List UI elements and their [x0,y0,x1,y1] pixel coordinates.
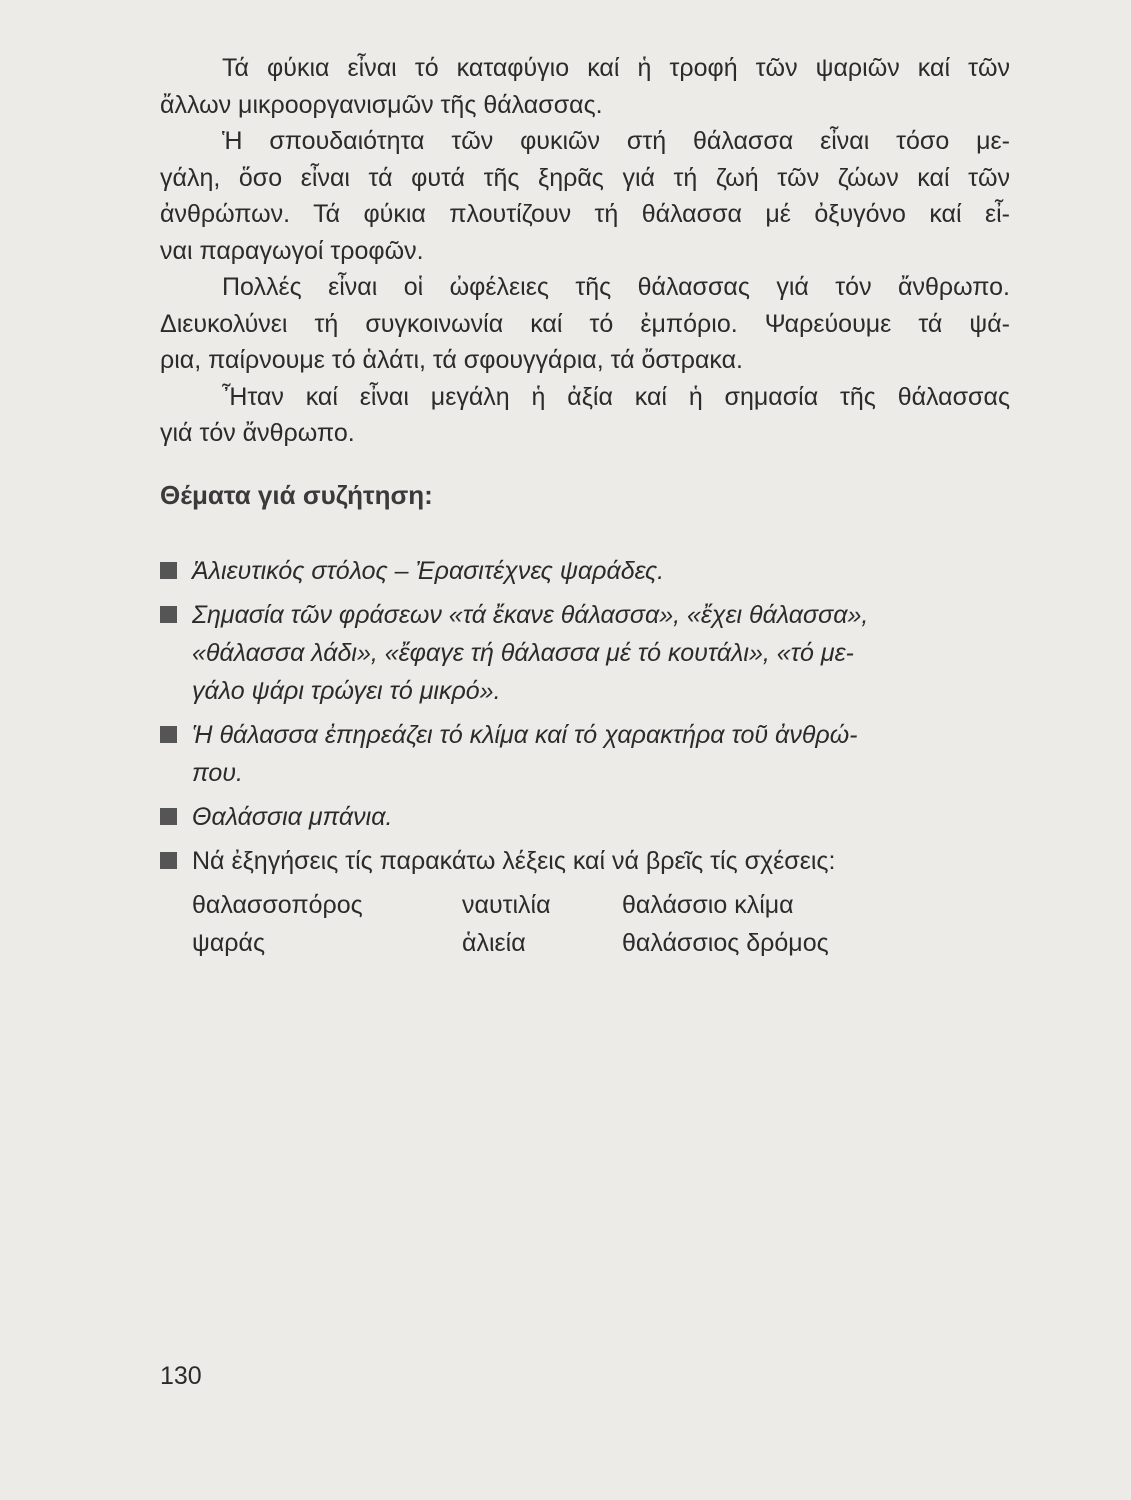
topic-item [160,552,1010,590]
word-item: θαλασσοπόρος [192,891,363,919]
text-line: Ἡ σπουδαιότητα τῶν φυκιῶν στή θάλασσα εἶναι τόσο με- [222,127,1010,155]
paragraph-sea-benefits [160,269,1010,379]
paragraph-seaweed-shelter [160,50,1010,123]
word-item: ναυτιλία [462,891,551,919]
topic-item [160,716,1010,792]
text-line: Τά φύκια εἶναι τό καταφύγιο καί ἡ τροφή τῶν ψαριῶν καί τῶν [222,54,1010,82]
topic-line: Ἁλιευτικός στόλος – Ἐρασιτέχνες ψαράδες. [192,557,665,585]
word-list [160,886,1010,962]
topic-line: Νά ἐξηγήσεις τίς παρακάτω λέξεις καί νά βρεῖς τίς σχέσεις: [192,847,836,875]
text-line: ἀνθρώπων. Τά φύκια πλουτίζουν τή θάλασσα μέ ὀξυγόνο καί εἶ- [160,200,1010,228]
word-item: ἁλιεία [462,929,526,957]
topic-line: Θαλάσσια μπάνια. [192,803,393,831]
text-line: Πολλές εἶναι οἱ ὠφέλειες τῆς θάλασσας γιά τόν ἄνθρωπο. [222,273,1010,301]
text-line: Ἦταν καί εἶναι μεγάλη ἡ ἀξία καί ἡ σημασία τῆς θάλασσας [222,382,1010,411]
square-bullet-icon [160,808,177,825]
text-line: γάλη, ὅσο εἶναι τά φυτά τῆς ξηρᾶς γιά τή ζωή τῶν ζώων καί τῶν [160,163,1010,192]
page-number: 130 [160,1362,202,1390]
topic-line: Σημασία τῶν φράσεων «τά ἔκανε θάλασσα», «ἔχει θάλασσα», [192,601,869,629]
word-item: ψαράς [192,929,265,957]
word-item: θαλάσσιο κλίμα [622,891,794,919]
topic-line: που. [192,759,243,787]
paragraph-sea-value [160,379,1010,452]
topic-line: «θάλασσα λάδι», «ἔφαγε τή θάλασσα μέ τό κουτάλι», «τό με- [192,639,854,667]
discussion-heading: Θέματα γιά συζήτηση: [160,480,433,510]
text-line: ναι παραγωγοί τροφῶν. [160,236,424,265]
text-line: ἄλλων μικροοργανισμῶν τῆς θάλασσας. [160,90,603,119]
topic-line: γάλο ψάρι τρώγει τό μικρό». [192,677,501,705]
word-item: θαλάσσιος δρόμος [622,929,829,957]
topic-item [160,842,1010,880]
square-bullet-icon [160,726,177,743]
square-bullet-icon [160,852,177,869]
topic-line: Ἡ θάλασσα ἐπηρεάζει τό κλίμα καί τό χαρακτήρα τοῦ ἀνθρώ- [192,721,858,749]
text-line: γιά τόν ἄνθρωπο. [160,419,355,447]
square-bullet-icon [160,562,177,579]
paragraph-seaweed-importance [160,123,1010,269]
body-text [160,50,1010,452]
discussion-topics [160,552,1010,962]
text-line: ρια, παίρνουμε τό ἁλάτι, τά σφουγγάρια, τά ὄστρακα. [160,346,743,374]
topic-item [160,596,1010,710]
topic-item [160,798,1010,836]
text-line: Διευκολύνει τή συγκοινωνία καί τό ἐμπόριο. Ψαρεύουμε τά ψά- [160,309,1010,338]
square-bullet-icon [160,606,177,623]
